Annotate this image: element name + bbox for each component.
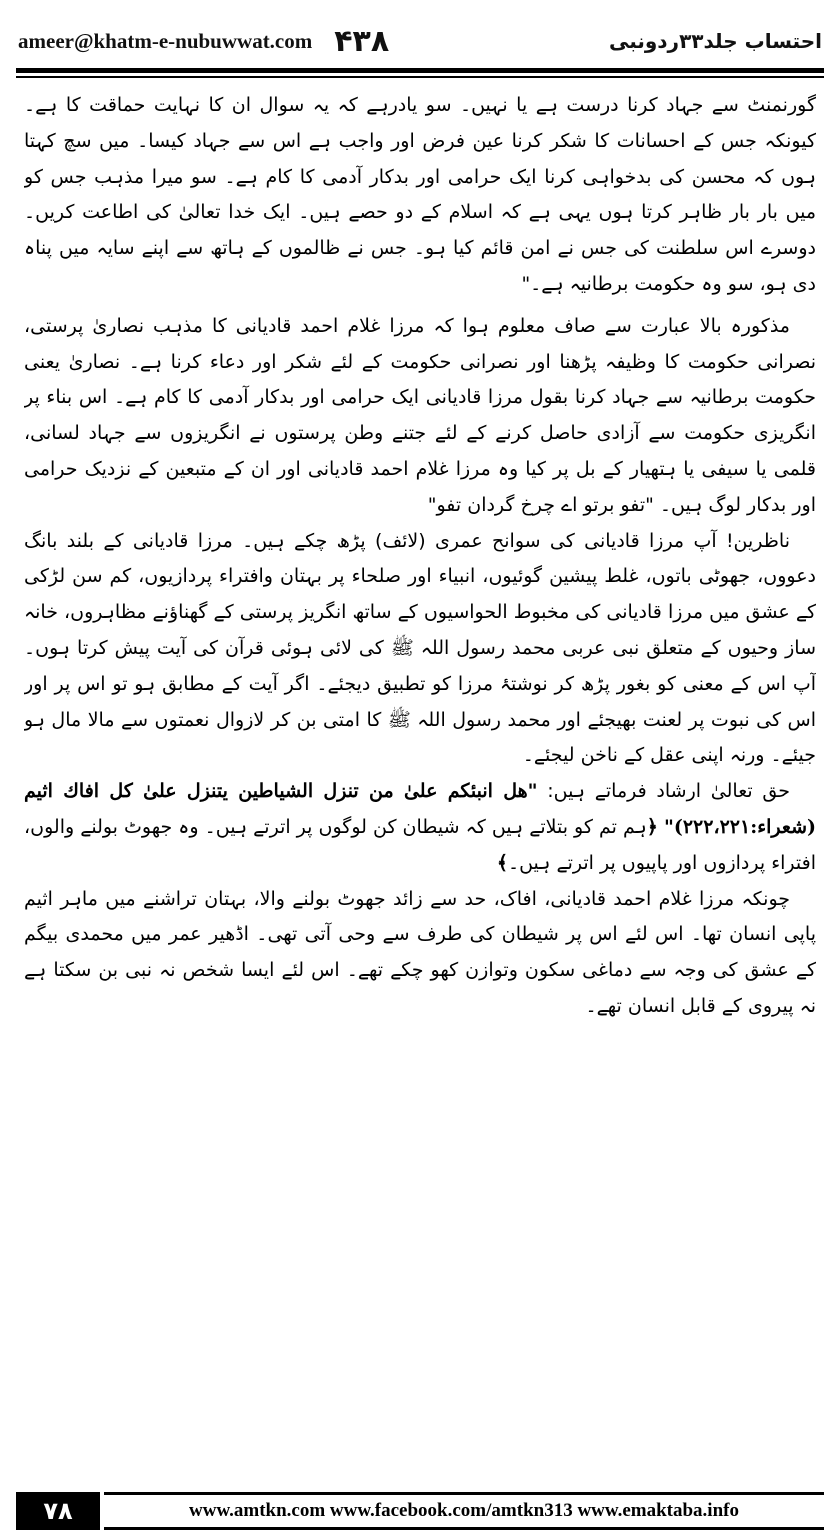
header-rule-thick xyxy=(16,68,824,73)
footer-bar xyxy=(104,1492,824,1530)
verse-translation: ہم تم کو بتلاتے ہیں کہ شیطان کن لوگوں پر اترتے ہیں۔ وہ جھوٹ بولنے والوں، افتراء پردازوں اور پاپیوں پر اترتے ہیں۔ xyxy=(24,815,816,874)
verse-reference: (شعراء:۲۲۲،۲۲۱)" xyxy=(663,815,816,838)
ornament-close: ﴾ xyxy=(496,851,508,874)
paragraph-conclusion: چونکہ مرزا غلام احمد قادیانی، افاک، حد سے زائد جھوٹ بولنے والا، بہتان تراشنے میں ماہر اثیم پاپی انسان تھا۔ اس لئے اس پر شیطان کی طرف سے وحی آتی تھی۔ اڈھیر عمر میں محمدی بیگم کے عشق کی وجہ سے دماغی سکون وتوازن کھو چکے تھے۔ اس لئے ایسا شخص نہ نبی بن سکتا ہے نہ پیروی کے قابل انسان تھے۔ xyxy=(24,887,816,1017)
header-rule-thin xyxy=(16,76,824,78)
page-footer xyxy=(16,1492,824,1530)
header-book-title: احتساب جلد۳۳ردونبی xyxy=(608,29,822,53)
page-header xyxy=(18,16,822,66)
header-left xyxy=(18,24,389,59)
paragraph-commentary: مذکورہ بالا عبارت سے صاف معلوم ہوا کہ مرزا غلام احمد قادیانی کا مذہب نصاریٰ پرستی، نصرانی حکومت کا وظیفہ پڑھنا اور نصرانی حکومت کے لئے شکر اور دعاء کرنا ہے۔ نصاریٰ یعنی حکومت برطانیہ سے جہاد کرنا بقول مرزا قادیانی ایک حرامی اور بدکار آدمی کا کام ہے۔ اس بناء پر انگریزی حکومت سے آزادی حاصل کرنے کے لئے جتنے وطن پرستوں نے انگریزوں سے جہاد لسانی، قلمی یا سیفی یا ہتھیار کے بل پر کیا وہ مرزا غلام احمد قادیانی اور ان کے متبعین کے نزدیک حرامی اور بدکار لوگ ہیں۔ "تفو برتو اے چرخ گردان تفو" xyxy=(24,314,816,516)
footer-links[interactable]: www.amtkn.com www.facebook.com/amtkn313 www.emaktaba.info xyxy=(189,1500,739,1521)
footer-page-number: ۷۸ xyxy=(16,1492,100,1530)
ornament-open: ﴿ xyxy=(646,815,658,838)
header-email[interactable]: ameer@khatm-e-nubuwwat.com xyxy=(18,28,313,53)
verse-intro: حق تعالیٰ ارشاد فرماتے ہیں: xyxy=(547,780,790,803)
page-body xyxy=(24,88,816,1486)
paragraph-quote-continuation: گورنمنٹ سے جہاد کرنا درست ہے یا نہیں۔ سو یادرہے کہ یہ سوال ان کا نہایت حماقت کا ہے۔ کیونکہ جس کے احسانات کا شکر کرنا عین فرض اور واجب ہے اس سے جہاد کیسا۔ میں سچ کہتا ہوں کہ محسن کی بدخواہی کرنا ایک حرامی اور بدکار آدمی کا کام ہے۔ سو میرا مذہب جس کو میں بار بار ظاہر کرتا ہوں یہی ہے کہ اسلام کے دو حصے ہیں۔ ایک خدا تعالیٰ کی اطاعت کریں۔ دوسرے اس سلطنت کی جس نے امن قائم کیا ہو۔ جس نے ظالموں کے ہاتھ سے اپنے سایہ میں پناہ دی ہو، سو وہ حکومت برطانیہ ہے۔" xyxy=(24,94,816,295)
paragraph-readers-address: ناظرین! آپ مرزا قادیانی کی سوانح عمری (لائف) پڑھ چکے ہیں۔ مرزا قادیانی کے بلند بانگ دعووں، جھوٹی باتوں، غلط پیشین گوئیوں، انبیاء اور صلحاء پر بہتان وافتراء پردازیوں، کم سن لڑکی کے عشق میں مرزا قادیانی کی مخبوط الحواسیوں کے ساتھ انگریز پرستی کے گھناؤنے مظاہروں، خانہ ساز وحیوں کے متعلق نبی عربی محمد رسول اللہ ﷺ کی لائی ہوئی قرآن کی آیت پیش کرتا ہوں۔ آپ اس کے معنی کو بغور پڑھ کر نوشتۂ مرزا کو تطبیق دیجئے۔ اگر آیت کے مطابق ہو تو اس پر اور اس کی نبوت پر لعنت بھیجئے اور محمد رسول اللہ ﷺ کا امتی بن کر لازوال نعمتوں سے مالا مال ہو جیئے۔ ورنہ اپنی عقل کے ناخن لیجئے۔ xyxy=(24,529,816,767)
verse-arabic: "هل انبئكم علىٰ من تنزل الشياطين يتنزل علىٰ كل افاك اثيم xyxy=(24,780,538,803)
header-page-number: ۴۳۸ xyxy=(334,23,390,59)
paragraph-verse xyxy=(24,774,816,881)
